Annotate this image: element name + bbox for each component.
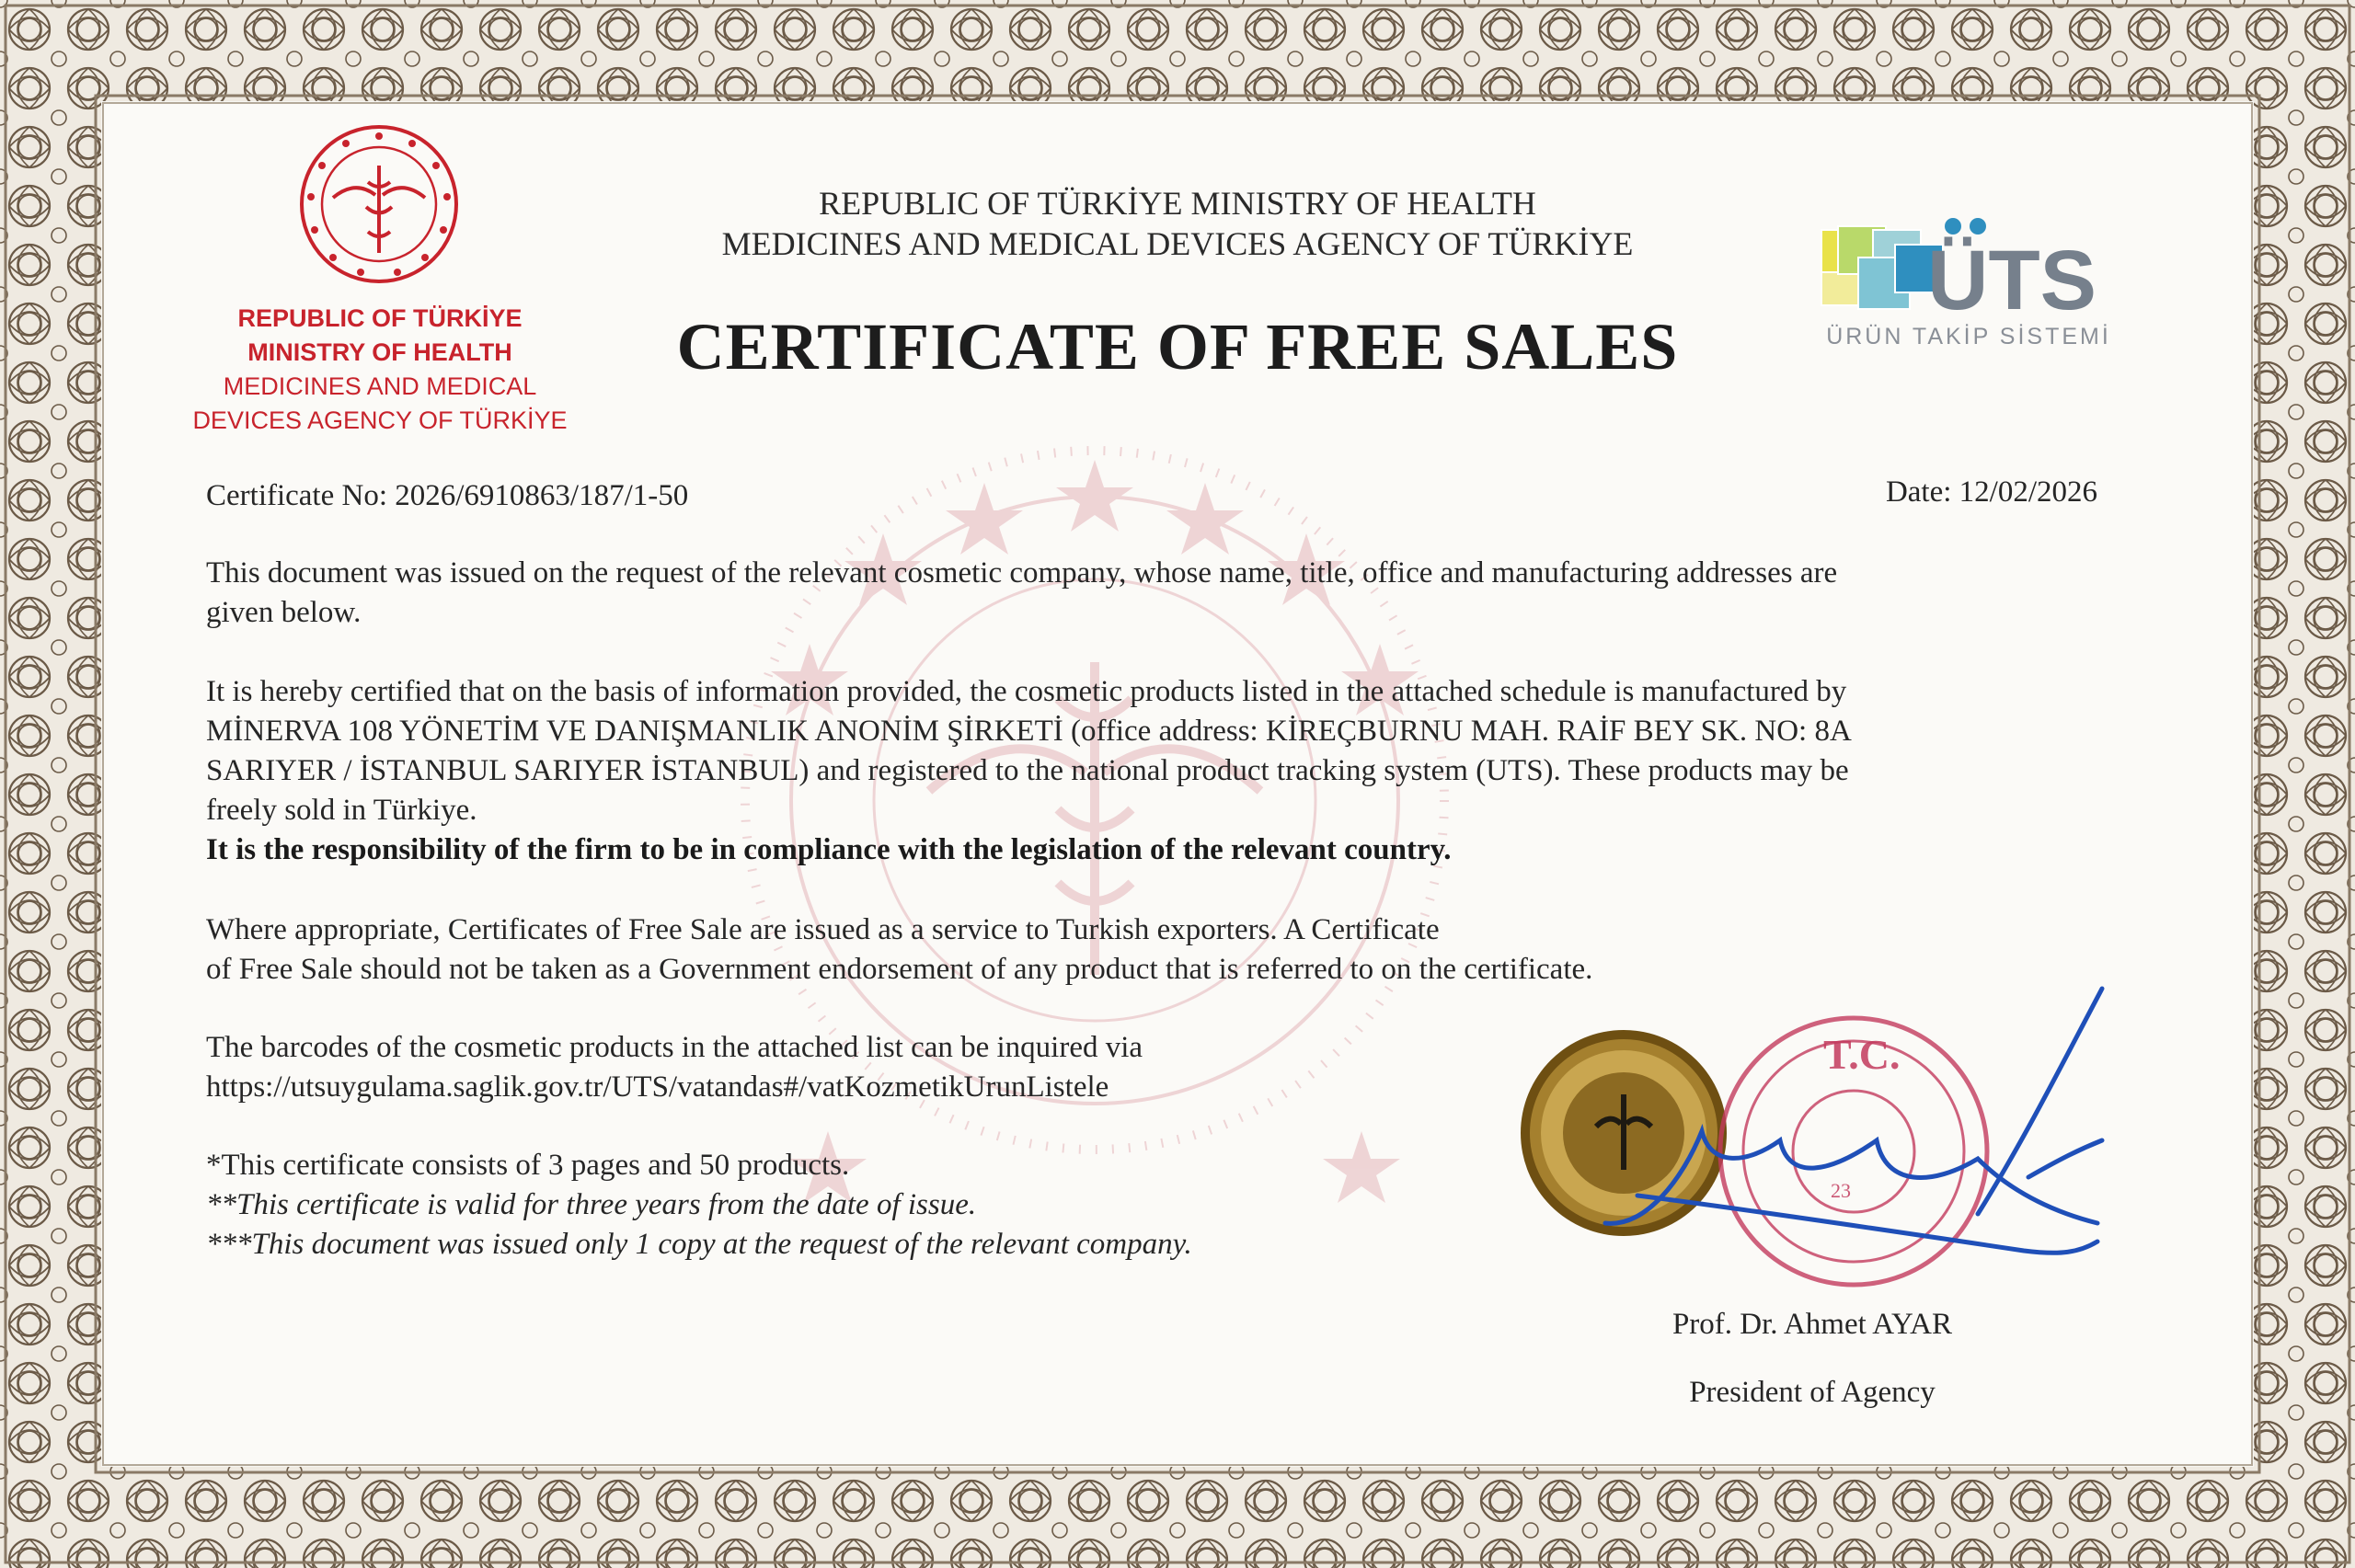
paragraph-3-line-1: Where appropriate, Certificates of Free Sale are issued as a service to Turkish exporters. A Certificate	[206, 913, 1440, 946]
stamp-top-text: T.C.	[1823, 1031, 1901, 1078]
paragraph-request	[206, 554, 2120, 633]
ministry-line-1: REPUBLIC OF TÜRKİYE	[237, 304, 523, 332]
barcode-inquiry-url: https://utsuygulama.saglik.gov.tr/UTS/vatandas#/vatKozmetikUrunListele	[206, 1070, 1109, 1104]
signatory-name: Prof. Dr. Ahmet AYAR	[1671, 1308, 1953, 1341]
paragraph-2-line-3: SARIYER / İSTANBUL SARIYER İSTANBUL) and registered to the national product tracking system (UTS). These products may be	[206, 754, 1849, 787]
footnote-validity: **This certificate is valid for three years from the date of issue.	[206, 1188, 977, 1221]
responsibility-statement: It is the responsibility of the firm to be in compliance with the legislation of the relevant country.	[206, 833, 1452, 866]
svg-text:ÜTS: ÜTS	[1927, 234, 2097, 327]
paragraph-2-line-4: freely sold in Türkiye.	[206, 794, 477, 827]
footnote-copy: ***This document was issued only 1 copy at the request of the relevant company.	[206, 1228, 1192, 1261]
certificate-date: Date: 12/02/2026	[1885, 475, 2097, 509]
paragraph-1-line-2: given below.	[206, 596, 362, 629]
certificate-title: CERTIFICATE OF FREE SALES	[676, 310, 1679, 383]
uts-subtitle: ÜRÜN TAKİP SİSTEMİ	[1826, 324, 2111, 349]
paragraph-4-line-1: The barcodes of the cosmetic products in the attached list can be inquired via	[206, 1031, 1143, 1064]
certificate-number: Certificate No: 2026/6910863/187/1-50	[206, 479, 689, 512]
header-line-1: REPUBLIC OF TÜRKİYE MINISTRY OF HEALTH	[819, 185, 1536, 222]
ministry-line-2: MINISTRY OF HEALTH	[247, 338, 512, 366]
paragraph-barcodes	[206, 1028, 2120, 1107]
paragraph-certification	[206, 672, 2120, 870]
footnote-pages: *This certificate consists of 3 pages and 50 products.	[206, 1149, 850, 1182]
paragraph-service	[206, 910, 2120, 990]
paragraph-2-line-2: MİNERVA 108 YÖNETİM VE DANIŞMANLIK ANONİM ŞİRKETİ (office address: KİREÇBURNU MAH. RAİF BEY SK. NO: 8A	[206, 715, 1852, 748]
ministry-line-4: DEVICES AGENCY OF TÜRKİYE	[192, 406, 568, 434]
footnotes	[206, 1146, 2120, 1265]
paragraph-2-line-1: It is hereby certified that on the basis of information provided, the cosmetic products listed in the attached schedule is manufactured by	[206, 675, 1847, 708]
paragraph-3-line-2: of Free Sale should not be taken as a Government endorsement of any product that is referred to on the certificate.	[206, 953, 1593, 986]
ministry-line-3: MEDICINES AND MEDICAL	[223, 372, 537, 400]
header-line-2: MEDICINES AND MEDICAL DEVICES AGENCY OF TÜRKİYE	[721, 225, 1634, 262]
ministry-logo-text	[164, 302, 596, 438]
paragraph-1-line-1: This document was issued on the request of the relevant cosmetic company, whose name, title, office and manufacturing addresses are	[206, 556, 1838, 589]
signatory-title: President of Agency	[1689, 1376, 1936, 1409]
stamp-number: 23	[1831, 1179, 1851, 1202]
